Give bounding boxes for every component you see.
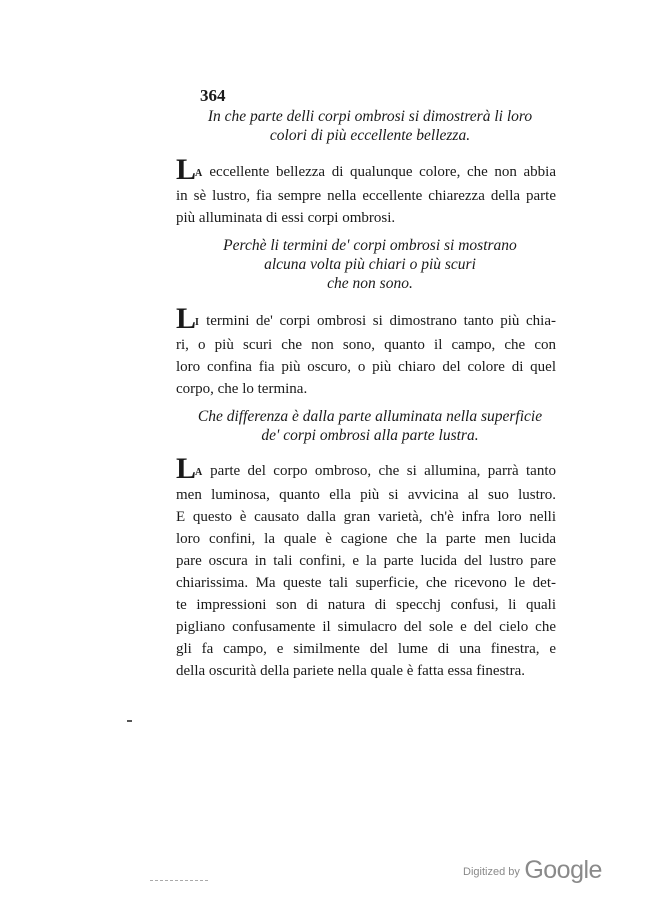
section-2-heading (175, 236, 565, 293)
text-line: ri, o più scuri che non sono, quanto il campo, che con (176, 337, 556, 353)
text-line: pare oscura in tali confini, e la parte lucida del lustro pare (176, 553, 556, 569)
text-line: E questo è causato dalla gran varietà, ch'è infra loro nelli (176, 509, 556, 525)
google-watermark (463, 856, 602, 885)
section-3-heading (175, 407, 565, 445)
small-cap: I (195, 317, 200, 328)
small-cap: A (195, 168, 203, 179)
heading-line: colori di più eccellente bellezza. (269, 127, 471, 144)
heading-line: Perchè li termini de' corpi ombrosi si mostrano (223, 237, 517, 254)
drop-cap: L (176, 302, 196, 335)
section-3-paragraph (176, 452, 557, 682)
text-line: in sè lustro, fia sempre nella eccellente chiarezza della parte (176, 188, 556, 204)
drop-cap: L (176, 452, 196, 485)
text-line: loro confini, la quale è cagione che la parte men lucida (176, 531, 556, 547)
heading-line: In che parte delli corpi ombrosi si dimostrerà li loro (207, 108, 533, 125)
text-line: più alluminata di essi corpi ombrosi. (176, 210, 396, 226)
section-1-paragraph (176, 153, 556, 229)
section-1-heading (175, 107, 565, 145)
small-cap: A (195, 467, 203, 478)
text-line: della oscurità della pariete nella quale è fatta essa finestra. (176, 663, 525, 679)
page-number: 364 (200, 86, 226, 105)
text-line: loro confina fia più oscuro, o più chiaro del colore di quel (176, 359, 556, 375)
google-logo: Google (524, 856, 602, 884)
heading-line: che non sono. (327, 275, 413, 292)
heading-line: Che differenza è dalla parte alluminata nella superficie (197, 408, 543, 425)
text-line: pigliano confusamente il simulacro del sole e del cielo che (176, 619, 556, 635)
drop-cap: L (176, 153, 196, 186)
text-line: termini de' corpi ombrosi si dimostrano tanto più chia- (206, 313, 556, 329)
text-line: chiarissima. Ma queste tali superficie, che ricevono le det- (176, 575, 556, 591)
text-line: parte del corpo ombroso, che si allumina, parrà tanto (210, 463, 557, 479)
text-line: men luminosa, quanto ella più si avvicina al suo lustro. (176, 487, 556, 503)
text-line: corpo, che lo termina. (176, 381, 308, 397)
text-line: eccellente bellezza di qualunque colore, che non abbia (209, 164, 556, 180)
section-2-paragraph (176, 302, 556, 400)
heading-line: alcuna volta più chiari o più scuri (264, 256, 476, 273)
text-line: gli fa campo, e similmente del lume di una finestra, e (176, 641, 556, 657)
text-line: te impressioni son di natura di specchj confusi, li quali (176, 597, 556, 613)
watermark-prefix: Digitized by (463, 866, 520, 878)
margin-mark (127, 720, 132, 722)
footer-scan-mark (150, 880, 208, 881)
heading-line: de' corpi ombrosi alla parte lustra. (261, 427, 479, 444)
